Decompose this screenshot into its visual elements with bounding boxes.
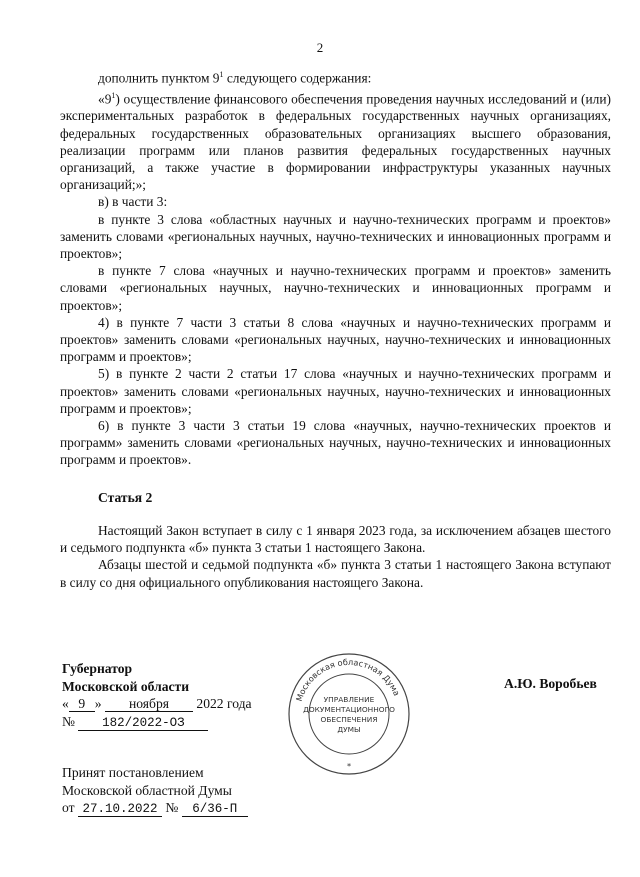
paragraph-6: 4) в пункте 7 части 3 статьи 8 слова «научных и научно-технических программ и проектов» заменить словами «региональных научных, научно-технических и инновационных программ и проектов»;: [60, 314, 611, 365]
page-number: 2: [316, 40, 324, 55]
article-paragraph-1: Настоящий Закон вступает в силу с 1 января 2023 года, за исключением абзацев шестого и седьмого подпункта «б» пункта 3 статьи 1 настоящего Закона.: [60, 523, 611, 556]
paragraph-1: дополнить пунктом $9^1$ следующего содержания:: [98, 70, 372, 86]
adoption-number: 6/36-П: [182, 802, 248, 817]
adoption-line-1: Принят постановлением: [62, 765, 204, 780]
adoption-date: 27.10.2022: [78, 802, 162, 817]
date-day: 9: [69, 697, 95, 712]
seal-ring-text: Московская областная Дума: [293, 656, 403, 703]
law-number: № 182/2022-ОЗ: [62, 713, 252, 731]
seal-center-line-4: ДУМЫ: [337, 725, 361, 734]
governor-block: [62, 660, 252, 731]
signing-date: « 9 » ноября 2022 года: [62, 696, 252, 712]
adoption-line-2: Московской областной Думы: [62, 782, 232, 798]
governor-title-2: Московской области: [62, 678, 190, 694]
paragraph-8: 6) в пункте 3 части 3 статьи 19 слова «научных, научно-технических проектов и программ» заменить словами «региональных научных, научно-технических и инновационных программ и проектов».: [60, 418, 611, 468]
governor-name: А.Ю. Воробьев: [504, 676, 597, 691]
date-year: 2022 года: [196, 696, 252, 712]
seal-center-line-2: ДОКУМЕНТАЦИОННОГО: [303, 705, 395, 714]
article-paragraph-2: Абзацы шестой и седьмой подпункта «б» пункта 3 статьи 1 настоящего Закона вступают в силу со дня официального опубликования настоящего Закона.: [60, 557, 611, 590]
seal-center-line-1: УПРАВЛЕНИЕ: [323, 695, 375, 704]
stamp-seal: [286, 651, 412, 777]
adoption-block: [62, 764, 248, 817]
paragraph-7: 5) в пункте 2 части 2 статьи 17 слова «научных и научно-технических программ и проектов» заменить словами «региональных научных, научно-технических и инновационных программ и проектов»;: [60, 366, 611, 416]
seal-center-line-3: ОБЕСПЕЧЕНИЯ: [320, 715, 378, 724]
seal-star: *: [346, 761, 352, 771]
amendment-text: [60, 66, 611, 469]
article-2-text: [60, 522, 611, 591]
law-number-value: 182/2022-ОЗ: [78, 716, 208, 731]
paragraph-4: в пункте 3 слова «областных научных и научно-технических программ и проектов» заменить словами «региональных научных, научно-технических и инновационных программ и проектов»;: [60, 211, 611, 261]
adoption-details: от 27.10.2022 № 6/36-П: [62, 799, 248, 817]
article-title: Статья 2: [98, 490, 153, 505]
governor-title-1: Губернатор: [62, 661, 133, 676]
paragraph-2: «$9^1$) осуществление финансового обеспечения проведения научных исследований и (или) экспериментальных разработок в федеральных государственных научных организациях, федеральных государственных образовательных организациях высшего образования, реализации программ или планов развития федеральных государственных научных организаций, а также участие в формировании инфраструктуры указанных научных организаций;»;: [60, 90, 611, 193]
paragraph-5: в пункте 7 слова «научных и научно-технических программ и проектов» заменить словами «региональных научных, научно-технических и инновационных программ и проектов»;: [60, 263, 611, 313]
paragraph-3: в) в части 3:: [98, 194, 168, 210]
date-month: ноября: [105, 697, 193, 712]
